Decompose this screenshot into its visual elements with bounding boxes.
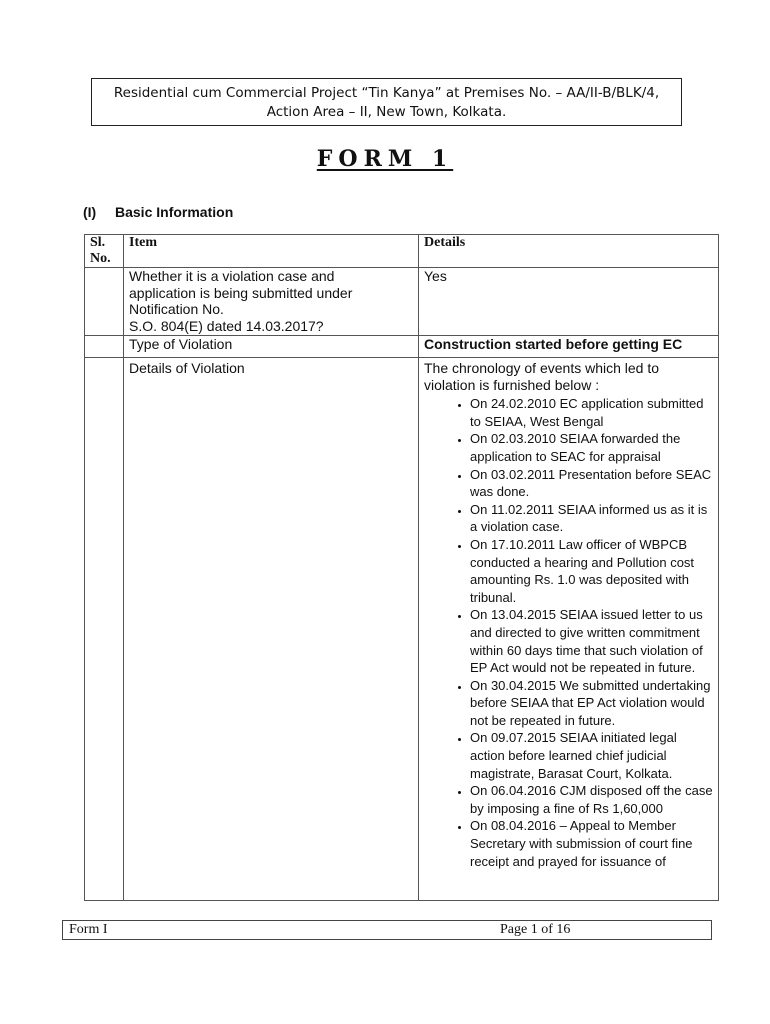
form-title: FORM 1 [316,146,454,172]
item-line: Notification No. [129,301,224,318]
sl-cell [85,358,124,901]
list-item: • On 17.10.2011 Law officer of WBPCB conducted a hearing and Pollution cost amounting Rs. 1.0 was deposited with tribunal. [470,536,713,606]
project-header-box [91,78,682,126]
sl-cell [85,268,124,336]
list-item: • On 09.07.2015 SEIAA initiated legal action before learned chief judicial magistrate, Barasat Court, Kolkata. [470,729,713,782]
item-cell [124,268,419,336]
item-line: S.O. 804(E) dated 14.03.2017? [129,317,324,334]
list-item: • On 11.02.2011 SEIAA informed us as it is a violation case. [470,501,713,536]
header-item: Item [124,235,419,268]
footer-form-label: Form I [69,922,108,937]
table-row [85,268,719,336]
details-cell: Yes [419,268,719,336]
page-footer [62,920,712,940]
project-header-line-1: Residential cum Commercial Project “Tin Kanya” at Premises No. – AA/II-B/BLK/4, [113,85,660,101]
details-cell: Construction started before getting EC [419,336,719,358]
table-row [85,336,719,358]
details-intro: The chronology of events which led to violation is furnished below : [424,360,660,393]
item-line: application is being submitted under [129,284,353,301]
sl-cell [85,336,124,358]
table-header-row [85,235,719,268]
list-item: • On 24.02.2010 EC application submitted to SEIAA, West Bengal [470,395,713,430]
list-item: • On 08.04.2016 – Appeal to Member Secretary with submission of court fine receipt and prayed for issuance of [470,817,713,870]
list-item: • On 30.04.2015 We submitted undertaking before SEIAA that EP Act violation would not be repeated in future. [470,677,713,730]
section-heading [83,204,233,220]
list-item: • On 13.04.2015 SEIAA issued letter to us and directed to give written commitment within 60 days time that such violation of EP Act would not be repeated in future. [470,606,713,676]
list-item: • On 03.02.2011 Presentation before SEAC was done. [470,466,713,501]
header-sl-no: Sl. No. [85,235,124,268]
violation-events-list [424,395,713,870]
details-cell [419,358,719,901]
item-line: Whether it is a violation case and [129,268,335,284]
section-title: Basic Information [115,204,234,220]
table-row [85,358,719,901]
list-item: • On 06.04.2016 CJM disposed off the case by imposing a fine of Rs 1,60,000 [470,782,713,817]
list-item: • On 02.03.2010 SEIAA forwarded the application to SEAC for appraisal [470,430,713,465]
basic-information-table [84,234,719,901]
item-cell: Details of Violation [124,358,419,901]
footer-page-number: Page 1 of 16 [500,922,571,937]
item-cell: Type of Violation [124,336,419,358]
project-header-line-2: Action Area – II, New Town, Kolkata. [266,104,507,120]
section-number: (I) [83,204,97,220]
header-details: Details [419,235,719,268]
